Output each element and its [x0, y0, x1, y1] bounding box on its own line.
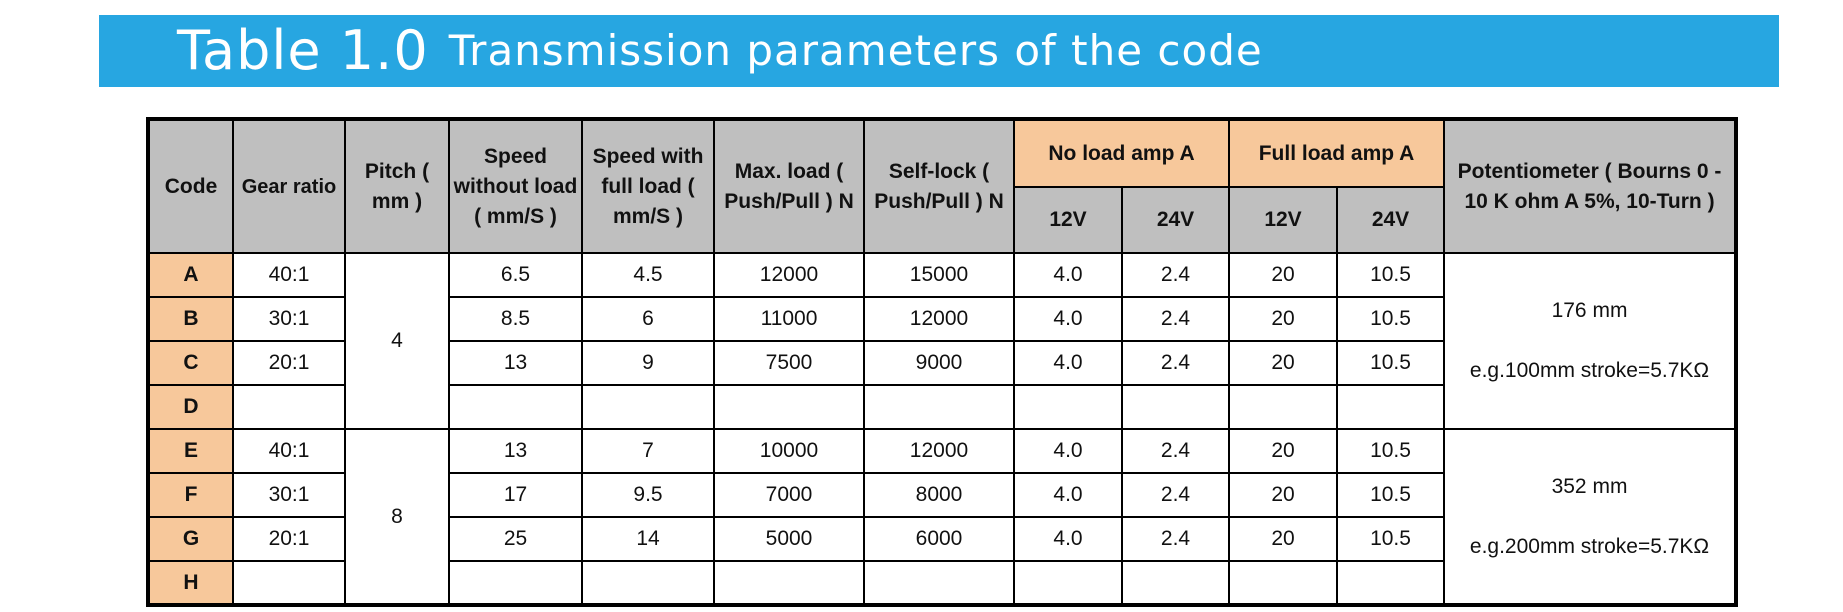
no-load-12v-cell: 4.0 [1014, 297, 1122, 341]
speed-full-load-cell: 9.5 [582, 473, 714, 517]
self-lock-cell: 8000 [864, 473, 1014, 517]
pitch-cell: 4 [345, 253, 449, 429]
self-lock-cell: 12000 [864, 297, 1014, 341]
max-load-cell: 5000 [714, 517, 864, 561]
header-no-load-24v: 24V [1122, 187, 1229, 253]
speed-no-load-cell: 13 [449, 341, 582, 385]
code-cell: F [148, 473, 233, 517]
gear-ratio-cell [233, 561, 345, 605]
no-load-24v-cell [1122, 385, 1229, 429]
no-load-24v-cell: 2.4 [1122, 473, 1229, 517]
max-load-cell: 12000 [714, 253, 864, 297]
code-cell: C [148, 341, 233, 385]
max-load-cell: 7500 [714, 341, 864, 385]
potentiometer-cell [1444, 429, 1736, 605]
header-speed-without-load: Speed without load ( mm/S ) [449, 119, 582, 253]
full-load-12v-cell: 20 [1229, 297, 1337, 341]
full-load-12v-cell: 20 [1229, 517, 1337, 561]
speed-no-load-cell: 8.5 [449, 297, 582, 341]
transmission-parameters-table [146, 117, 1738, 607]
speed-no-load-cell [449, 561, 582, 605]
code-cell: D [148, 385, 233, 429]
header-potentiometer: Potentiometer ( Bourns 0 - 10 K ohm A 5%, 10-Turn ) [1444, 119, 1736, 253]
full-load-12v-cell [1229, 561, 1337, 605]
no-load-12v-cell: 4.0 [1014, 473, 1122, 517]
potentiometer-example: e.g.200mm stroke=5.7KΩ [1469, 534, 1710, 558]
gear-ratio-cell: 20:1 [233, 341, 345, 385]
speed-no-load-cell: 25 [449, 517, 582, 561]
table-number-title: Table 1.0 [177, 19, 429, 82]
no-load-12v-cell: 4.0 [1014, 429, 1122, 473]
header-max-load: Max. load ( Push/Pull ) N [714, 119, 864, 253]
gear-ratio-cell: 40:1 [233, 253, 345, 297]
full-load-24v-cell: 10.5 [1337, 341, 1444, 385]
max-load-cell: 11000 [714, 297, 864, 341]
speed-no-load-cell [449, 385, 582, 429]
header-gear-ratio: Gear ratio [233, 119, 345, 253]
header-full-load-12v: 12V [1229, 187, 1337, 253]
full-load-12v-cell: 20 [1229, 253, 1337, 297]
full-load-12v-cell: 20 [1229, 473, 1337, 517]
full-load-24v-cell: 10.5 [1337, 473, 1444, 517]
no-load-24v-cell [1122, 561, 1229, 605]
code-cell: H [148, 561, 233, 605]
gear-ratio-cell: 30:1 [233, 473, 345, 517]
header-self-lock: Self-lock ( Push/Pull ) N [864, 119, 1014, 253]
table-row [148, 429, 1736, 473]
no-load-12v-cell: 4.0 [1014, 253, 1122, 297]
full-load-24v-cell: 10.5 [1337, 297, 1444, 341]
no-load-12v-cell: 4.0 [1014, 341, 1122, 385]
code-cell: G [148, 517, 233, 561]
self-lock-cell: 9000 [864, 341, 1014, 385]
max-load-cell [714, 561, 864, 605]
no-load-24v-cell: 2.4 [1122, 341, 1229, 385]
speed-full-load-cell [582, 561, 714, 605]
header-full-load-24v: 24V [1337, 187, 1444, 253]
self-lock-cell: 6000 [864, 517, 1014, 561]
table-subtitle: Transmission parameters of the code [448, 26, 1263, 75]
header-pitch: Pitch ( mm ) [345, 119, 449, 253]
no-load-24v-cell: 2.4 [1122, 297, 1229, 341]
full-load-12v-cell: 20 [1229, 429, 1337, 473]
code-cell: B [148, 297, 233, 341]
speed-no-load-cell: 13 [449, 429, 582, 473]
no-load-12v-cell [1014, 385, 1122, 429]
full-load-12v-cell: 20 [1229, 341, 1337, 385]
max-load-cell: 7000 [714, 473, 864, 517]
no-load-12v-cell: 4.0 [1014, 517, 1122, 561]
speed-no-load-cell: 6.5 [449, 253, 582, 297]
no-load-12v-cell [1014, 561, 1122, 605]
self-lock-cell: 12000 [864, 429, 1014, 473]
potentiometer-length: 352 mm [1551, 474, 1628, 498]
title-banner [99, 15, 1779, 87]
header-no-load-12v: 12V [1014, 187, 1122, 253]
spec-table-container [146, 117, 1738, 612]
potentiometer-cell [1444, 253, 1736, 429]
no-load-24v-cell: 2.4 [1122, 517, 1229, 561]
code-cell: E [148, 429, 233, 473]
speed-full-load-cell: 4.5 [582, 253, 714, 297]
header-full-load-amp: Full load amp A [1229, 119, 1444, 187]
no-load-24v-cell: 2.4 [1122, 429, 1229, 473]
table-row [148, 253, 1736, 297]
full-load-24v-cell: 10.5 [1337, 253, 1444, 297]
speed-no-load-cell: 17 [449, 473, 582, 517]
max-load-cell: 10000 [714, 429, 864, 473]
speed-full-load-cell: 7 [582, 429, 714, 473]
gear-ratio-cell: 30:1 [233, 297, 345, 341]
max-load-cell [714, 385, 864, 429]
speed-full-load-cell: 9 [582, 341, 714, 385]
speed-full-load-cell: 14 [582, 517, 714, 561]
full-load-12v-cell [1229, 385, 1337, 429]
header-no-load-amp: No load amp A [1014, 119, 1229, 187]
potentiometer-length: 176 mm [1551, 299, 1628, 322]
gear-ratio-cell: 40:1 [233, 429, 345, 473]
potentiometer-example: e.g.100mm stroke=5.7KΩ [1469, 359, 1710, 382]
speed-full-load-cell [582, 385, 714, 429]
code-cell: A [148, 253, 233, 297]
no-load-24v-cell: 2.4 [1122, 253, 1229, 297]
full-load-24v-cell: 10.5 [1337, 517, 1444, 561]
pitch-cell: 8 [345, 429, 449, 605]
gear-ratio-cell: 20:1 [233, 517, 345, 561]
full-load-24v-cell: 10.5 [1337, 429, 1444, 473]
full-load-24v-cell [1337, 561, 1444, 605]
header-speed-with-full-load: Speed with full load ( mm/S ) [582, 119, 714, 253]
self-lock-cell [864, 561, 1014, 605]
self-lock-cell: 15000 [864, 253, 1014, 297]
self-lock-cell [864, 385, 1014, 429]
full-load-24v-cell [1337, 385, 1444, 429]
gear-ratio-cell [233, 385, 345, 429]
header-code: Code [148, 119, 233, 253]
speed-full-load-cell: 6 [582, 297, 714, 341]
